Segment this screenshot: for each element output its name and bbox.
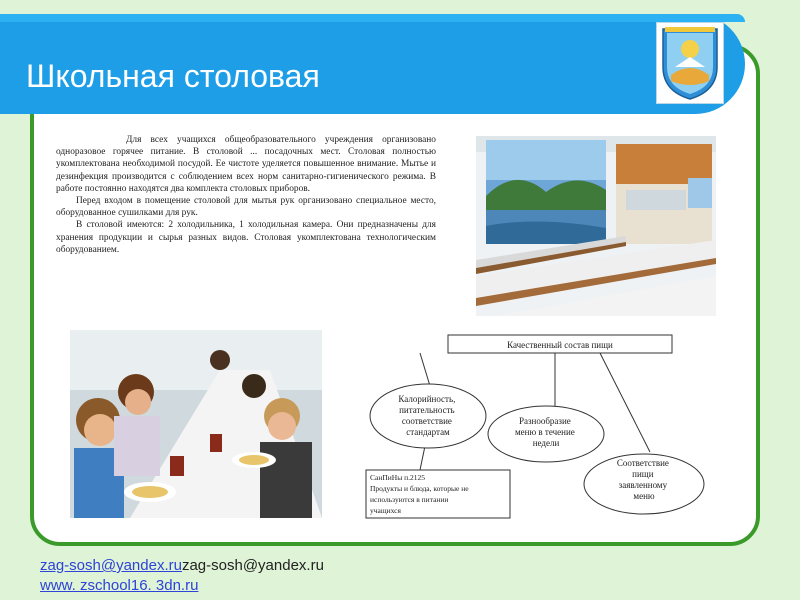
site-link[interactable]: www. zschool16. 3dn.ru	[40, 577, 199, 594]
variety-node: Разнообразие меню в течение недели	[514, 416, 575, 448]
paragraph-2: Перед входом в помещение столовой для мытья рук организовано специальное место, оборудованное сушилками для рук.	[56, 196, 436, 219]
food-quality-diagram	[360, 334, 720, 524]
page-title: Школьная столовая	[26, 58, 320, 94]
title-banner	[0, 14, 745, 114]
sanpin-note: СанПиНы п.2125 Продукты и блюда, которые не используются в питании учащихся	[370, 473, 469, 515]
banner-stripe	[0, 14, 745, 22]
email-row	[40, 556, 324, 576]
calorie-node: Калорийность, питательность соответствие стандартам	[398, 394, 456, 437]
compliance-node: Соответствие пищи заявленному меню	[616, 458, 669, 501]
dining-hall-photo	[476, 136, 716, 316]
root-label: Качественный состав пищи	[507, 340, 613, 350]
paragraph-1: Для всех учащихся общеобразовательного учреждения организовано одноразовое горячее питание. В столовой ... посадочных мест. Столовая полностью укомплектована необходимой посудой. Ее чистоте уделяется повышенное внимание. Мытье и дезинфекция производится с соблюдением всех норм санитарно-гигиенического режима. В работе постоянно находятся два комплекта столовых приборов.	[56, 135, 436, 194]
paragraph-3: В столовой имеются: 2 холодильника, 1 холодильная камера. Они предназначены для хранения продукции и сырья разных видов. Столовая укомплектована технологическим оборудованием.	[56, 220, 436, 255]
students-eating-photo	[70, 330, 322, 518]
site-row	[40, 576, 324, 596]
school-emblem	[656, 22, 724, 104]
email-link[interactable]: zag-sosh@yandex.ru	[40, 557, 182, 574]
cafeteria-description	[56, 134, 436, 256]
email-text: zag-sosh@yandex.ru	[181, 557, 324, 574]
contact-footer	[40, 556, 324, 596]
